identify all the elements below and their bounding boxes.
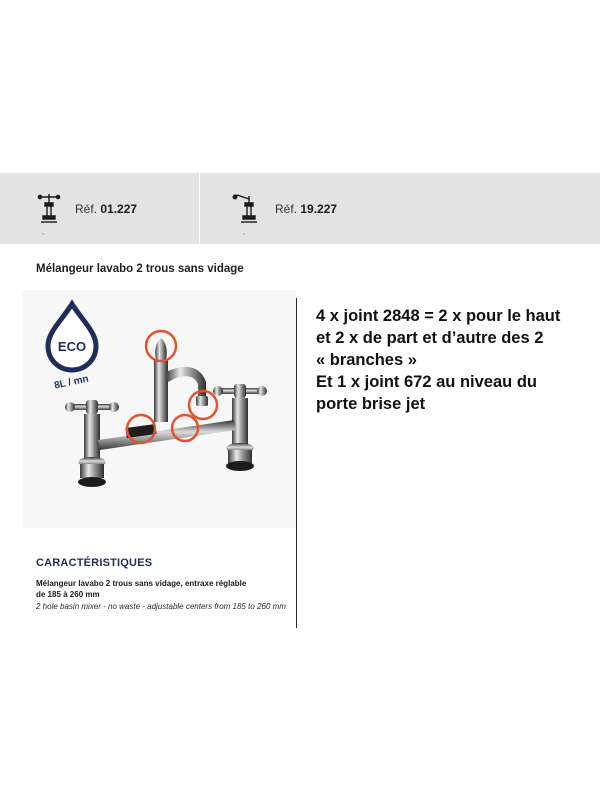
note-line: « branches » — [316, 351, 417, 369]
note-line: Et 1 x joint 672 au niveau du — [316, 373, 537, 391]
characteristics-fr-line-2: de 185 à 260 mm — [36, 590, 100, 599]
left-base — [80, 464, 104, 478]
characteristics-fr-line-1: Mélangeur lavabo 2 trous sans vidage, entraxe réglable — [36, 579, 247, 588]
reference-number-1: 01.227 — [100, 202, 138, 216]
note-line: et 2 x de part et d’autre des 2 — [316, 329, 544, 347]
spout-aerator — [196, 396, 208, 406]
right-handle — [213, 384, 267, 398]
reference-mark-2: , — [243, 227, 246, 236]
lever-handle-tap-icon — [231, 191, 267, 227]
product-title: Mélangeur lavabo 2 trous sans vidage — [36, 263, 244, 275]
eco-badge — [48, 304, 96, 392]
reference-item-2 — [231, 189, 337, 229]
reference-text-2 — [275, 202, 337, 216]
bridge-bar — [98, 420, 236, 450]
reference-label-2: Réf. — [275, 202, 298, 216]
joint-note — [316, 305, 596, 415]
reference-mark-1: , — [42, 227, 45, 236]
characteristics-title: CARACTÉRISTIQUES — [36, 557, 153, 569]
center-finial — [155, 338, 167, 360]
note-line: 4 x joint 2848 = 2 x pour le haut — [316, 307, 561, 325]
reference-band — [0, 173, 600, 244]
eco-flow-label: 8L / mn — [53, 373, 90, 392]
reference-label-1: Réf. — [75, 202, 98, 216]
reference-item-1 — [31, 189, 137, 229]
center-column — [154, 360, 168, 422]
left-base-plate — [78, 477, 106, 487]
note-line: porte brise jet — [316, 395, 426, 413]
characteristics-description-en: 2 hole basin mixer - no waste - adjustable centers from 185 to 260 mm — [36, 602, 286, 611]
reference-divider — [199, 173, 200, 244]
characteristics-description-fr — [36, 578, 276, 600]
right-base-plate — [226, 461, 254, 471]
cross-handle-tap-icon — [31, 191, 67, 227]
left-handle — [65, 400, 119, 414]
product-photo — [22, 290, 296, 528]
left-body — [84, 414, 100, 460]
basin-mixer-illustration — [22, 290, 296, 528]
reference-number-2: 19.227 — [300, 202, 338, 216]
reference-text-1 — [75, 202, 137, 216]
column-divider — [296, 298, 297, 628]
eco-label: ECO — [57, 339, 87, 354]
spout — [166, 367, 206, 398]
